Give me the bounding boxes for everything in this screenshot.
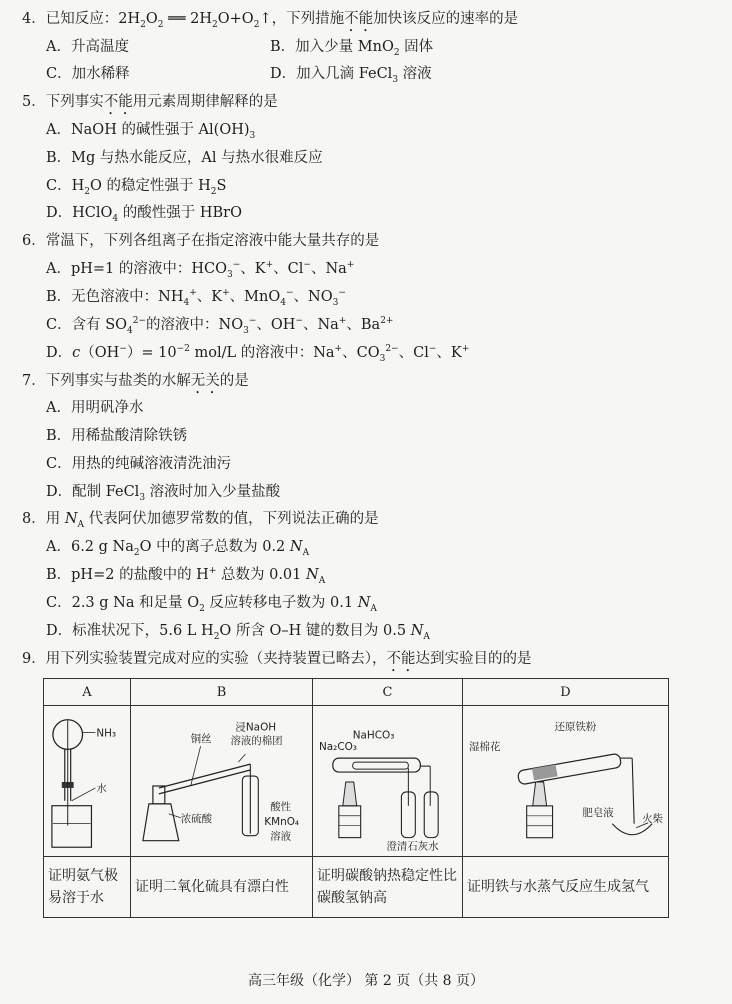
question-8-option-a: A．6.2 g $Na_2O$ 中的离子总数为 0.2 $N_A$ xyxy=(46,539,310,558)
question-8-option-d: D．标准状况下，5.6 L $H_2O$ 所含 O–H 键的数目为 0.5 $N_A$ xyxy=(46,623,430,642)
caption-d: 证明铁与水蒸气反应生成氢气 xyxy=(463,857,669,918)
label-reduced-iron: 还原铁粉 xyxy=(554,721,597,734)
label-water: 水 xyxy=(96,782,107,795)
page-footer: 高三年级（化学） 第 2 页（共 8 页） xyxy=(247,973,485,989)
caption-c: 证明碳酸钠热稳定性比碳酸氢钠高 xyxy=(313,857,463,918)
apparatus-d xyxy=(463,706,669,857)
label-soap-solution: 肥皂液 xyxy=(582,806,614,819)
question-7-option-c: C．用热的纯碱溶液清洗油污 xyxy=(46,456,232,472)
caption-b: 证明二氧化硫具有漂白性 xyxy=(131,857,313,918)
question-7-option-d: D．配制 FeCl$_3$ 溶液时加入少量盐酸 xyxy=(46,484,281,503)
label-kmno4-2: KMnO₄ xyxy=(264,815,300,828)
label-kmno4-1: 酸性 xyxy=(270,800,292,813)
question-4-stem: 4．已知反应：$2H_2O_2$ ══ $2H_2O+O_2↑$，下列措施不能加快该反应的速率的是 xyxy=(22,11,519,30)
question-6-option-d: D．$c(OH^-)= 10^{-2}$ mol/L 的溶液中：Na+、$CO_3^{2-}$、Cl−、K+ xyxy=(46,344,470,364)
question-9-stem: 9．用下列实验装置完成对应的实验（夹持装置已略去），不能达到实验目的的是 xyxy=(22,651,532,667)
header-c: C xyxy=(313,679,463,706)
question-5-option-d: D．HClO$_4$ 的酸性强于 HBrO xyxy=(46,205,242,224)
question-8-option-b: B．pH=2 的盐酸中的 H+ 总数为 0.01 $N_A$ xyxy=(46,566,326,586)
label-conc-sulfuric-acid: 浓硫酸 xyxy=(180,812,213,825)
apparatus-table xyxy=(43,678,669,918)
question-5-option-a: A．NaOH 的碱性强于 $Al(OH)_3$ xyxy=(46,122,256,141)
question-7-stem: 7．下列事实与盐类的水解无关的是 xyxy=(22,373,249,389)
label-limewater: 澄清石灰水 xyxy=(386,840,439,853)
so2-apparatus-icon xyxy=(131,706,312,856)
question-4-option-d: D．加入几滴 FeCl$_3$ 溶液 xyxy=(270,66,432,85)
question-4-option-a: A．升高温度 xyxy=(46,39,129,55)
question-5-stem: 5．下列事实不能用元素周期律解释的是 xyxy=(22,94,278,110)
label-nahco3: NaHCO₃ xyxy=(352,729,395,742)
iron-steam-apparatus-icon xyxy=(463,706,668,856)
label-nh3: NH₃ xyxy=(96,727,117,740)
apparatus-a xyxy=(44,706,131,857)
question-8-stem: 8．用 $N_A$ 代表阿伏加德罗常数的值，下列说法正确的是 xyxy=(22,511,379,530)
label-cotton-2: 溶液的棉团 xyxy=(230,735,283,748)
header-a: A xyxy=(44,679,131,706)
fountain-apparatus-icon xyxy=(44,706,130,856)
apparatus-b xyxy=(131,706,313,857)
label-copper-wire: 铜丝 xyxy=(190,733,212,746)
label-na2co3: Na₂CO₃ xyxy=(318,741,357,754)
label-cotton-1: 浸NaOH xyxy=(235,721,277,734)
question-4-option-c: C．加水稀释 xyxy=(46,66,130,82)
question-8-option-c: C．2.3 g Na 和足量 $O_2$ 反应转移电子数为 0.1 $N_A$ xyxy=(46,595,377,614)
question-6-stem: 6．常温下，下列各组离子在指定溶液中能大量共存的是 xyxy=(22,233,380,249)
question-5-option-c: C．$H_2O$ 的稳定性强于 $H_2S$ xyxy=(46,178,227,197)
question-6-option-a: A．pH=1 的溶液中：$HCO_3^-$、K+、Cl−、Na+ xyxy=(46,260,355,280)
question-6-option-c: C．含有 $SO_4^{2-}$的溶液中：$NO_3^-$、OH−、Na+、$Ba^{2+}$ xyxy=(46,316,394,336)
apparatus-c xyxy=(313,706,463,857)
question-7-option-a: A．用明矾净水 xyxy=(46,400,144,416)
label-match: 火柴 xyxy=(642,812,664,825)
question-7-option-b: B．用稀盐酸清除铁锈 xyxy=(46,428,188,444)
carbonate-apparatus-icon xyxy=(313,706,462,856)
header-b: B xyxy=(131,679,313,706)
question-5-option-b: B．Mg 与热水能反应，Al 与热水很难反应 xyxy=(46,150,323,166)
label-kmno4-3: 溶液 xyxy=(270,830,292,843)
caption-a: 证明氨气极易溶于水 xyxy=(44,857,131,918)
label-wet-cotton: 湿棉花 xyxy=(468,741,501,754)
question-4-option-b: B．加入少量 MnO$_2$ 固体 xyxy=(270,39,434,58)
question-6-option-b: B．无色溶液中：$NH_4^+$、K+、MnO$_4$−、$NO_3^-$ xyxy=(46,288,346,308)
header-d: D xyxy=(463,679,669,706)
